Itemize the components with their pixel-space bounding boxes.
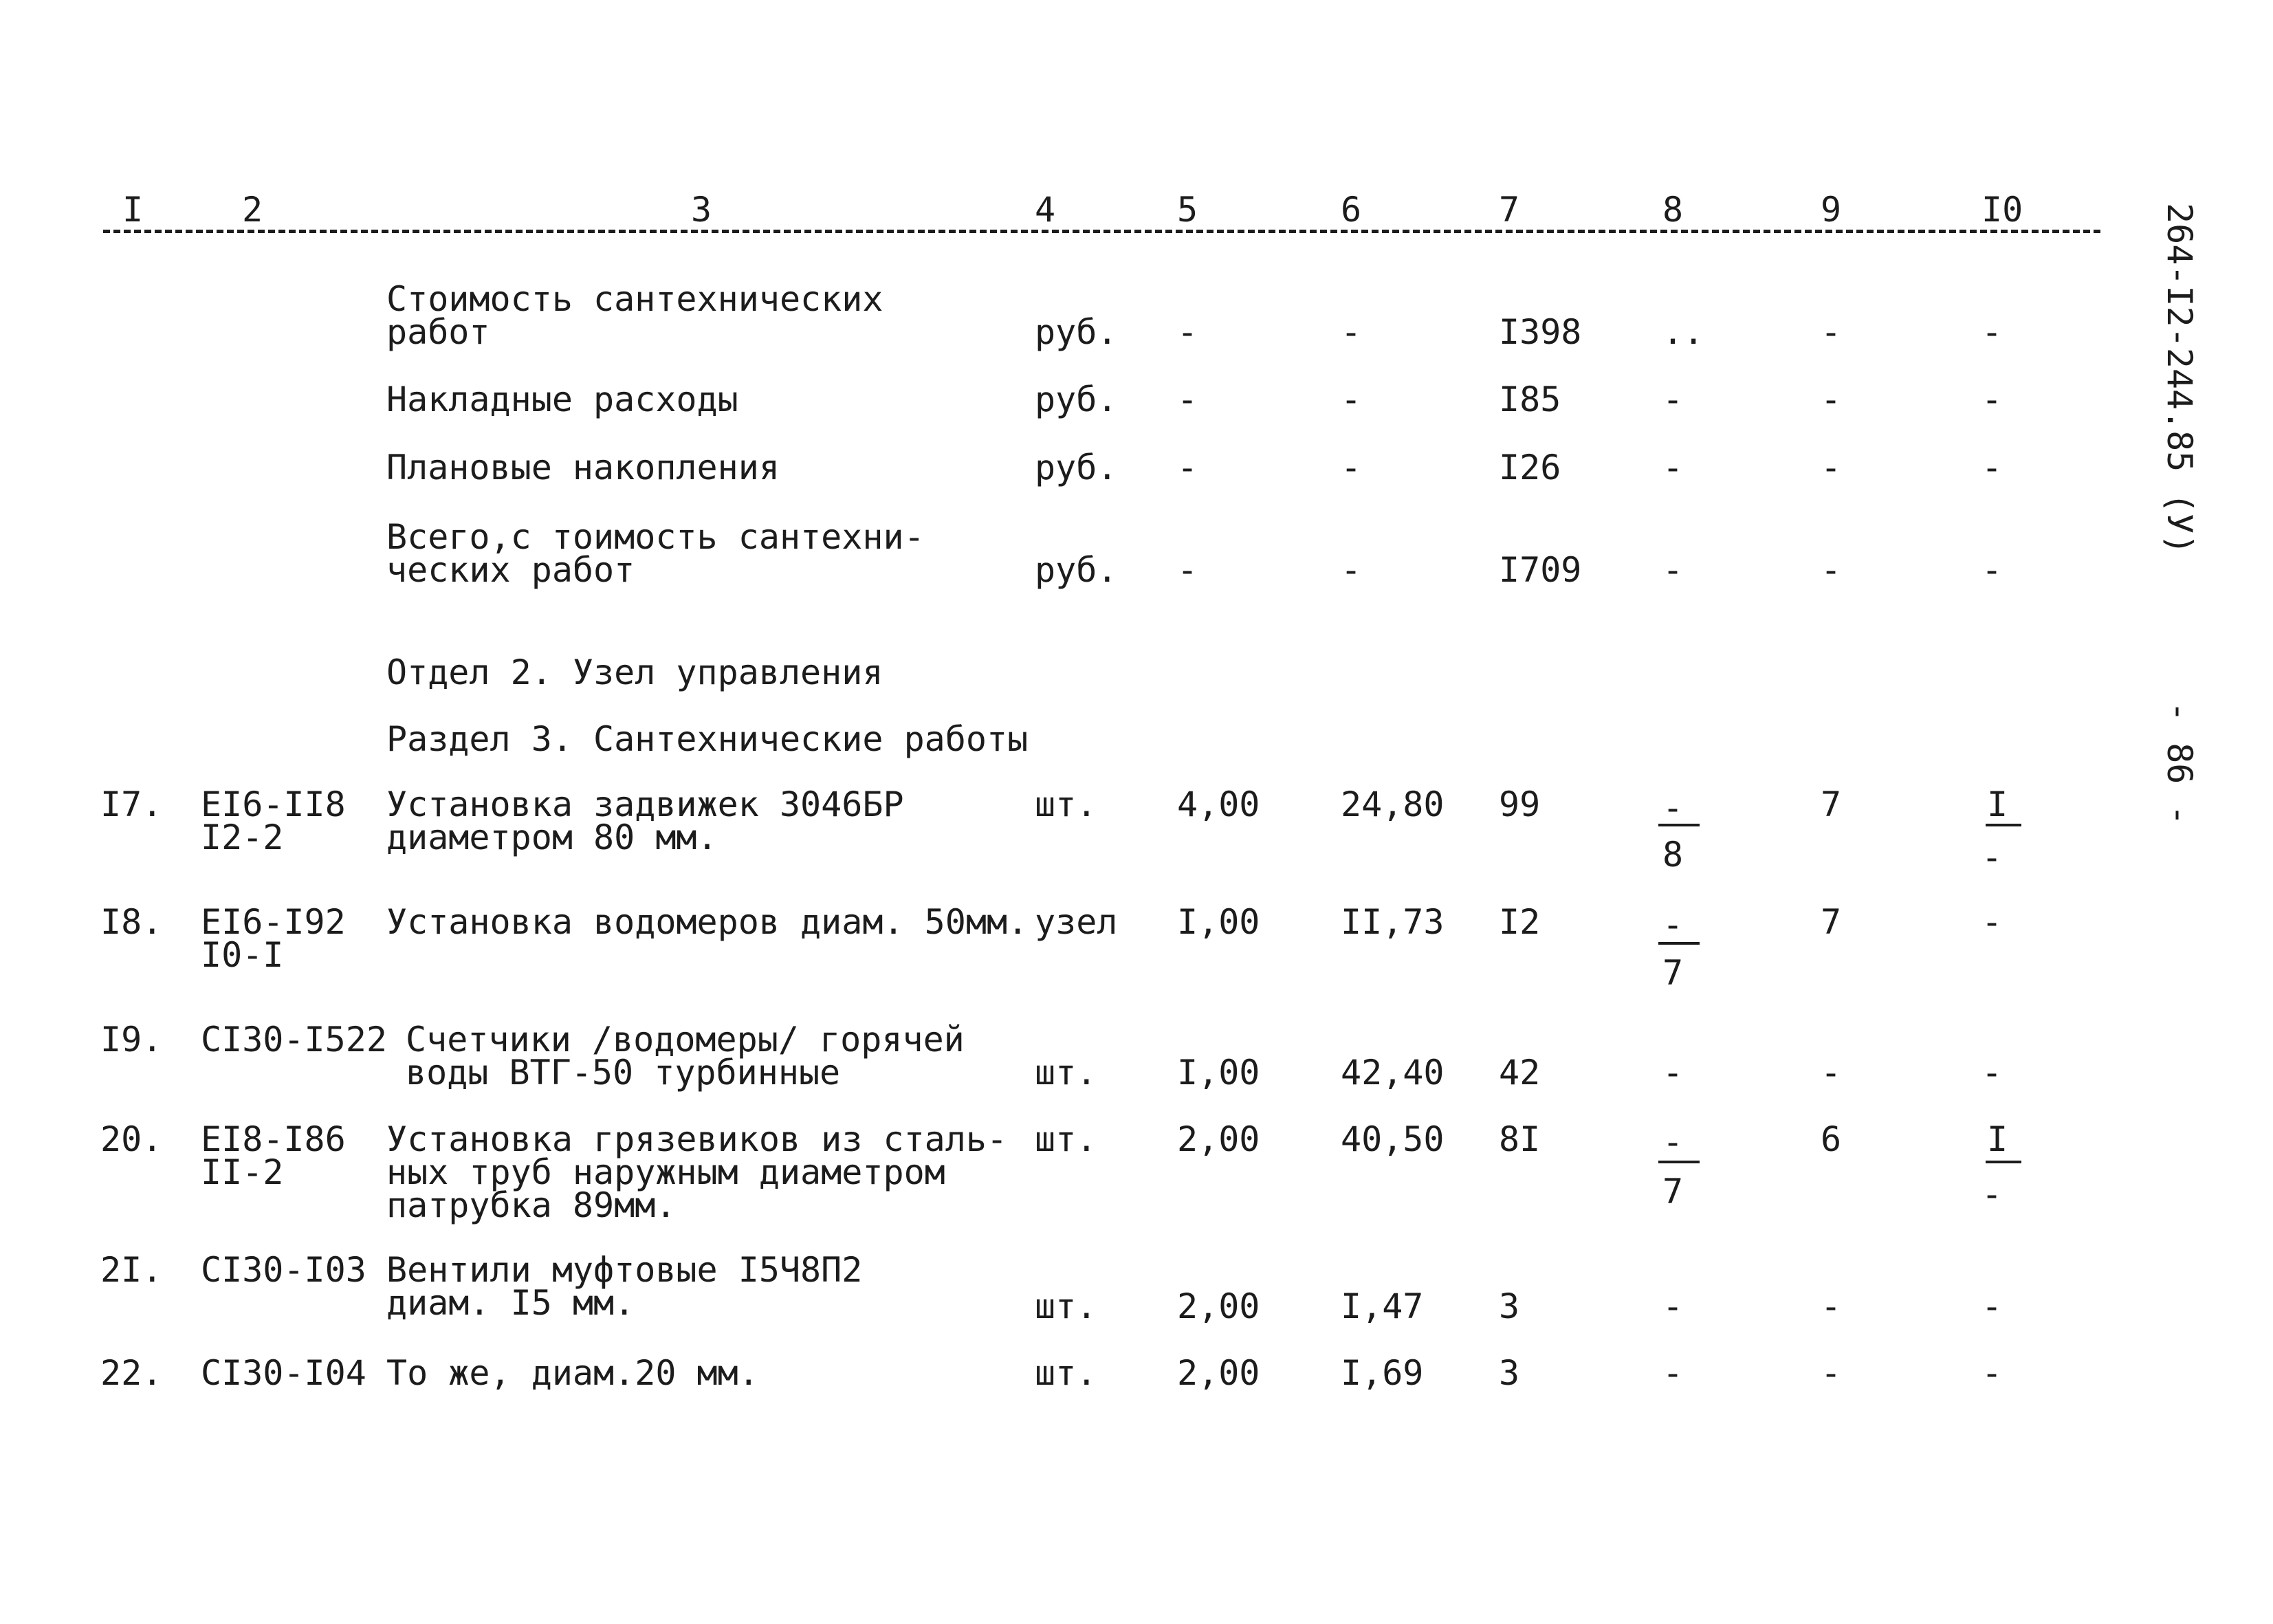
row-description-line: Установка водомеров диам. 50мм.: [386, 902, 1029, 942]
row-col7: 42: [1499, 1053, 1541, 1093]
row-col6: -: [1341, 550, 1362, 590]
row-col10-numerator: I: [1987, 784, 2008, 824]
row-col5: 2,00: [1177, 1286, 1260, 1326]
row-number: I7.: [100, 784, 163, 824]
row-col5: 4,00: [1177, 784, 1260, 824]
fraction-line: [1986, 824, 2021, 826]
row-col9: -: [1821, 1053, 1842, 1093]
column-number-7: 7: [1499, 190, 1520, 230]
row-col9: 7: [1821, 902, 1842, 942]
row-description-line: ных труб наружным диаметром: [386, 1152, 945, 1192]
row-col7: 8I: [1499, 1119, 1541, 1159]
row-code-line: EI6-II8: [201, 784, 346, 824]
row-number: I9.: [100, 1020, 163, 1060]
row-col6: 42,40: [1341, 1053, 1445, 1093]
row-col5: 2,00: [1177, 1353, 1260, 1393]
row-col7: I85: [1499, 380, 1561, 419]
row-col9: 7: [1821, 784, 1842, 824]
column-number-10: I0: [1981, 190, 2023, 230]
row-col10-denominator: -: [1981, 837, 2003, 877]
row-description-line: Всего,с тоимость сантехни-: [386, 517, 925, 557]
row-col7: 99: [1499, 784, 1541, 824]
row-description-line: Накладные расходы: [386, 380, 738, 419]
row-col10: -: [1981, 1353, 2003, 1393]
column-number-9: 9: [1821, 190, 1842, 230]
column-number-5: 5: [1177, 190, 1198, 230]
row-col6: -: [1341, 312, 1362, 352]
row-number: 22.: [100, 1353, 163, 1393]
row-col5: -: [1177, 448, 1198, 487]
row-description-line: Счетчики /водомеры/ горячей: [406, 1020, 965, 1060]
row-code-line: II-2: [201, 1152, 284, 1192]
row-number: 20.: [100, 1119, 163, 1159]
row-unit: руб.: [1035, 380, 1118, 419]
row-col10: -: [1981, 312, 2003, 352]
row-col5: -: [1177, 550, 1198, 590]
department-title: Отдел 2. Узел управления: [386, 652, 883, 692]
column-number-1: I: [122, 190, 144, 230]
row-col8: -: [1662, 448, 1684, 487]
fraction-line: [1658, 942, 1700, 945]
page-number: - 86 -: [2160, 701, 2199, 826]
column-number-2: 2: [242, 190, 263, 230]
row-col8: -: [1662, 380, 1684, 419]
row-col8: -: [1662, 1353, 1684, 1393]
row-unit: шт.: [1035, 1053, 1097, 1093]
row-col10: -: [1981, 1286, 2003, 1326]
row-col7: 3: [1499, 1286, 1520, 1326]
section-title: Раздел 3. Сантехнические работы: [386, 719, 1029, 759]
row-code-line: CI30-I04: [201, 1353, 366, 1393]
row-col5: I,00: [1177, 902, 1260, 942]
column-number-8: 8: [1662, 190, 1684, 230]
row-number: 2I.: [100, 1250, 163, 1290]
row-col6: II,73: [1341, 902, 1445, 942]
row-col5: -: [1177, 312, 1198, 352]
row-col10-denominator: -: [1981, 1174, 2003, 1214]
row-unit: шт.: [1035, 1119, 1097, 1159]
column-number-4: 4: [1035, 190, 1056, 230]
row-unit: руб.: [1035, 550, 1118, 590]
row-unit: шт.: [1035, 1353, 1097, 1393]
row-col8-denominator: 8: [1662, 835, 1684, 875]
row-description-line: ческих работ: [386, 550, 635, 590]
row-code-line: I0-I: [201, 935, 284, 975]
row-col9: -: [1821, 312, 1842, 352]
row-col6: -: [1341, 448, 1362, 487]
row-col7: I709: [1499, 550, 1582, 590]
row-col8-numerator: -: [1662, 788, 1684, 828]
row-unit: руб.: [1035, 448, 1118, 487]
row-code-line: EI6-I92: [201, 902, 346, 942]
row-code-line: EI8-I86: [201, 1119, 346, 1159]
fraction-line: [1658, 1161, 1700, 1163]
row-col5: 2,00: [1177, 1119, 1260, 1159]
row-col10: -: [1981, 1053, 2003, 1093]
row-col8-denominator: 7: [1662, 953, 1684, 993]
row-description-line: патрубка 89мм.: [386, 1185, 677, 1225]
row-col8: -: [1662, 550, 1684, 590]
row-col7: 3: [1499, 1353, 1520, 1393]
row-unit: узел: [1035, 902, 1118, 942]
row-col8-denominator: 7: [1662, 1172, 1684, 1211]
column-number-3: 3: [691, 190, 712, 230]
row-col8: ..: [1662, 312, 1704, 352]
row-code-line: I2-2: [201, 818, 284, 857]
row-col6: I,47: [1341, 1286, 1424, 1326]
row-description-line: То же, диам.20 мм.: [386, 1353, 759, 1393]
row-description-line: воды ВТГ-50 турбинные: [406, 1053, 841, 1093]
row-code-line: CI30-I03: [201, 1250, 366, 1290]
row-description-line: диаметром 80 мм.: [386, 818, 718, 857]
row-col9: -: [1821, 1353, 1842, 1393]
row-col9: 6: [1821, 1119, 1842, 1159]
row-col10-numerator: I: [1987, 1119, 2008, 1159]
row-description-line: Стоимость сантехнических: [386, 279, 883, 319]
row-col5: -: [1177, 380, 1198, 419]
row-description-line: Установка задвижек 3046БР: [386, 784, 904, 824]
row-description-line: диам. I5 мм.: [386, 1283, 635, 1323]
row-col7: I398: [1499, 312, 1582, 352]
row-col7: I2: [1499, 902, 1541, 942]
fraction-line: [1986, 1161, 2021, 1163]
row-unit: шт.: [1035, 1286, 1097, 1326]
row-description-line: работ: [386, 312, 490, 352]
row-unit: руб.: [1035, 312, 1118, 352]
row-code-line: CI30-I522: [201, 1020, 387, 1060]
row-col8: -: [1662, 1053, 1684, 1093]
row-col8-numerator: -: [1662, 905, 1684, 945]
row-col6: -: [1341, 380, 1362, 419]
header-rule: [103, 230, 2100, 233]
row-col10: -: [1981, 448, 2003, 487]
row-col8: -: [1662, 1286, 1684, 1326]
row-col9: -: [1821, 550, 1842, 590]
row-col8-numerator: -: [1662, 1122, 1684, 1162]
fraction-line: [1658, 824, 1700, 826]
row-col6: 24,80: [1341, 784, 1445, 824]
row-col5: I,00: [1177, 1053, 1260, 1093]
row-col9: -: [1821, 380, 1842, 419]
row-number: I8.: [100, 902, 163, 942]
row-col9: -: [1821, 448, 1842, 487]
row-description-line: Плановые накопления: [386, 448, 780, 487]
row-col10: -: [1981, 550, 2003, 590]
row-col10: -: [1981, 380, 2003, 419]
row-col6: 40,50: [1341, 1119, 1445, 1159]
row-unit: шт.: [1035, 784, 1097, 824]
document-code: 264-I2-244.85 (У): [2160, 203, 2199, 555]
row-col10: -: [1981, 902, 2003, 942]
row-col9: -: [1821, 1286, 1842, 1326]
row-description-line: Установка грязевиков из сталь-: [386, 1119, 1008, 1159]
row-col7: I26: [1499, 448, 1561, 487]
row-description-line: Вентили муфтовые I5Ч8П2: [386, 1250, 863, 1290]
row-col6: I,69: [1341, 1353, 1424, 1393]
column-number-6: 6: [1341, 190, 1362, 230]
